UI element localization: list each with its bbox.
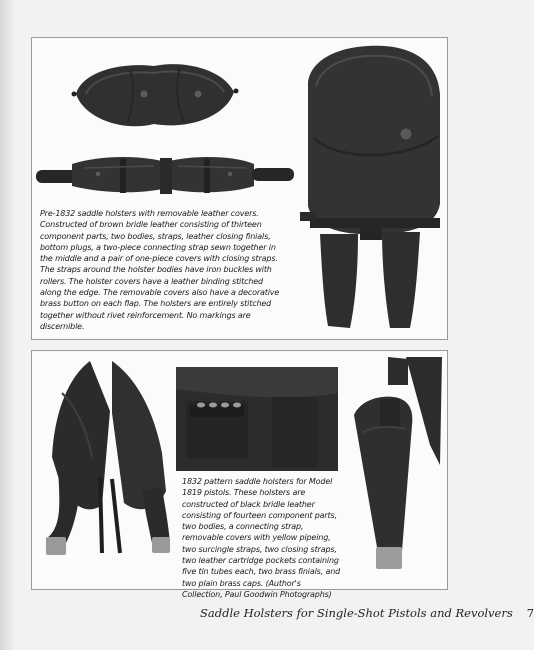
page-gutter-shadow: [0, 0, 16, 650]
caption-1832-holsters: 1832 pattern saddle holsters for Model 1819 pistols. These holsters are constructed of black bridle leather consisting of fourteen component parts, two bodies, a connecting strap, removable covers with yellow pipeing, two surcingle straps, two closing straps, two leather cartridge pockets containing five tin tubes each, two brass finials, and two plain brass caps. (Author's Collection, Paul Goodwin Photographs): [182, 477, 341, 599]
brass-cap-icon: [152, 537, 170, 553]
running-title: Saddle Holsters for Single-Shot Pistols and Revolvers: [200, 606, 513, 620]
tin-tube-icon: [233, 403, 241, 408]
photo-single-holster: [298, 42, 444, 334]
photo-holster-bodies: [34, 146, 296, 200]
brass-button-icon: [195, 91, 202, 98]
brass-button-icon: [401, 129, 412, 140]
page-number: 7: [526, 606, 534, 620]
caption-pre-1832-holsters: Pre-1832 saddle holsters with removable leather covers. Constructed of brown bridle leather consisting of thirteen component parts, two bodies, straps, leather closing finials, bottom plugs, a two-piece connecting strap sewn together in the middle and a pair of one-piece covers with closing straps. The straps around the holster bodies have iron buckles with rollers. The holster covers have a leather binding stitched along the edge. The removable covers also have a decorative brass button on each flap. The holsters are entirely stitched together without rivet reinforcement. No markings are discernible.: [40, 209, 280, 331]
brass-button-icon: [141, 91, 148, 98]
brass-cap-icon: [376, 547, 402, 569]
photo-cartridge-pocket: [176, 367, 338, 471]
photo-holster-side-view: [348, 355, 444, 573]
photo-panel-top: [31, 37, 448, 340]
tin-tube-icon: [197, 403, 205, 408]
photo-holster-cover: [70, 58, 240, 138]
photo-panel-bottom: [31, 350, 448, 599]
page-footer: [200, 606, 534, 620]
brass-cap-icon: [46, 537, 66, 555]
tin-tube-icon: [221, 403, 229, 408]
tin-tube-icon: [209, 403, 217, 408]
photo-holster-pair: [36, 357, 182, 563]
